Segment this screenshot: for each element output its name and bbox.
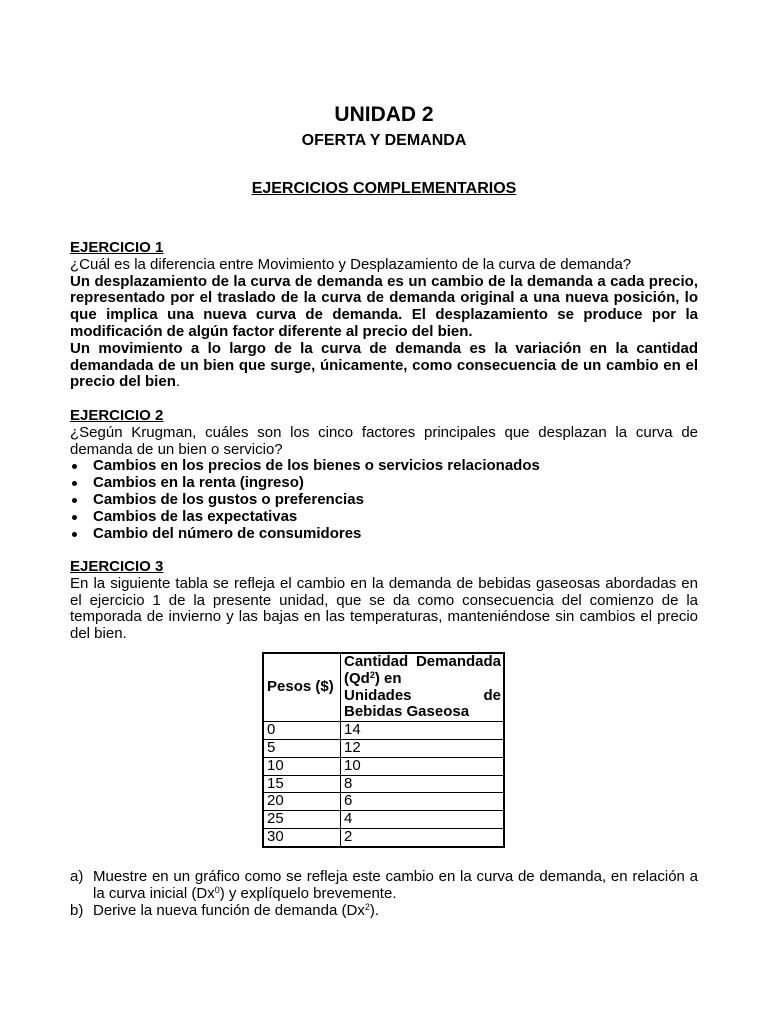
section-title	[70, 180, 698, 198]
exercise-1-title: EJERCICIO 1	[70, 239, 164, 256]
list-item-text: Cambios de los gustos o preferencias	[93, 490, 364, 508]
unit-title: UNIDAD 2	[334, 103, 434, 126]
exercise-1-answer-displacement: Un desplazamiento de la curva de demanda es un cambio de la demanda a cada precio, representado por el traslado de la curva de demanda original a una nueva posición, lo que implica una nueva curva de demanda. El desplazamiento se produce por la modificación de algún factor diferente al precio del bien.	[70, 272, 698, 340]
question-a-text-2: ) y explíquelo brevemente.	[219, 884, 397, 902]
table-cell-price: 10	[263, 757, 341, 775]
exercise-2-factor-list	[70, 458, 698, 542]
table-cell-quantity: 4	[341, 811, 505, 829]
table-cell-price: 30	[263, 828, 341, 846]
table-row	[263, 775, 504, 793]
unit-subtitle: OFERTA Y DEMANDA	[301, 132, 467, 149]
question-label: a)	[70, 868, 84, 885]
table-header-quantity-sup: 2	[369, 669, 375, 680]
list-item	[70, 509, 698, 526]
table-cell-quantity: 12	[341, 739, 505, 757]
table-row	[263, 793, 504, 811]
table-header-price-text: Pesos ($)	[267, 678, 334, 696]
table-header-quantity-line3	[344, 688, 501, 705]
question-b-sup: 2	[364, 901, 370, 912]
table-row	[263, 757, 504, 775]
exercise-3-questions	[70, 869, 698, 919]
table-cell-quantity: 8	[341, 775, 505, 793]
list-item	[70, 903, 698, 920]
exercise-2-question: ¿Según Krugman, cuáles son los cinco factores principales que desplazan la curva de demanda de un bien o servicio?	[70, 423, 698, 458]
section-title-text: EJERCICIOS COMPLEMENTARIOS	[251, 180, 517, 197]
table-header-quantity	[341, 653, 505, 722]
list-item-text: Cambios en la renta (ingreso)	[93, 474, 304, 492]
list-item	[70, 869, 698, 903]
question-label: b)	[70, 901, 84, 919]
table-header-quantity-text-2: ) en	[374, 669, 402, 687]
bullet-icon	[72, 498, 77, 503]
exercise-2-title: EJERCICIO 2	[70, 407, 164, 424]
list-item-text: Cambios en los precios de los bienes o servicios relacionados	[93, 457, 540, 475]
bullet-icon	[72, 532, 77, 537]
question-a-sup: 0	[214, 884, 220, 895]
exercise-1-answer-movement-end: .	[175, 373, 181, 391]
table-cell-price: 0	[263, 722, 341, 740]
table-header-quantity-text-3a: Unidades	[344, 686, 412, 704]
table-row	[263, 722, 504, 740]
bullet-icon	[72, 481, 77, 486]
table-cell-price: 15	[263, 775, 341, 793]
exercise-1-answer-movement	[70, 341, 698, 391]
exercise-1-answer-movement-text: Un movimiento a lo largo de la curva de demanda es la variación en la cantidad demandada de un bien que surge, únicamente, como consecuencia de un cambio en el precio del bien	[70, 339, 698, 391]
table-header-row	[263, 653, 504, 722]
list-item	[70, 492, 698, 509]
table-header-quantity-text-3b: de	[483, 686, 501, 704]
table-header-quantity-text-4: Bebidas Gaseosa	[344, 703, 470, 721]
list-item	[70, 526, 698, 543]
question-b-text-2: ).	[369, 901, 380, 919]
list-item	[70, 475, 698, 492]
table-cell-price: 20	[263, 793, 341, 811]
table-cell-quantity: 6	[341, 793, 505, 811]
table-header-price	[263, 653, 341, 722]
exercise-3-text: En la siguiente tabla se refleja el cambio en la demanda de bebidas gaseosas abordadas en el ejercicio 1 de la presente unidad, que se da como consecuencia del comienzo de la temporada de invierno y las bajas en las temperaturas, manteniéndose sin cambios el precio del bien.	[70, 574, 698, 643]
table-cell-quantity: 2	[341, 828, 505, 846]
table-row	[263, 811, 504, 829]
table-row	[263, 828, 504, 846]
table-cell-quantity: 14	[341, 722, 505, 740]
exercise-3-question-list	[70, 869, 698, 919]
exercise-3	[70, 559, 698, 643]
table-cell-price: 5	[263, 739, 341, 757]
table-header-quantity-text-1: Cantidad Demandada (Qd	[344, 653, 501, 687]
table-row	[263, 739, 504, 757]
question-b-text-1: Derive la nueva función de demanda (Dx	[93, 901, 365, 919]
exercise-1-question: ¿Cuál es la diferencia entre Movimiento y Desplazamiento de la curva de demanda?	[70, 255, 632, 273]
demand-table	[262, 652, 505, 848]
list-item-text: Cambios de las expectativas	[93, 507, 298, 525]
list-item	[70, 458, 698, 475]
table-cell-price: 25	[263, 811, 341, 829]
table-cell-quantity: 10	[341, 757, 505, 775]
bullet-icon	[72, 464, 77, 469]
bullet-icon	[72, 515, 77, 520]
exercise-2	[70, 408, 698, 542]
exercise-3-title: EJERCICIO 3	[70, 558, 164, 575]
exercise-1	[70, 240, 698, 391]
question-a-text-1: Muestre en un gráfico como se refleja este cambio en la curva de demanda, en relación a la curva inicial (Dx	[93, 868, 698, 902]
list-item-text: Cambio del número de consumidores	[93, 524, 362, 542]
